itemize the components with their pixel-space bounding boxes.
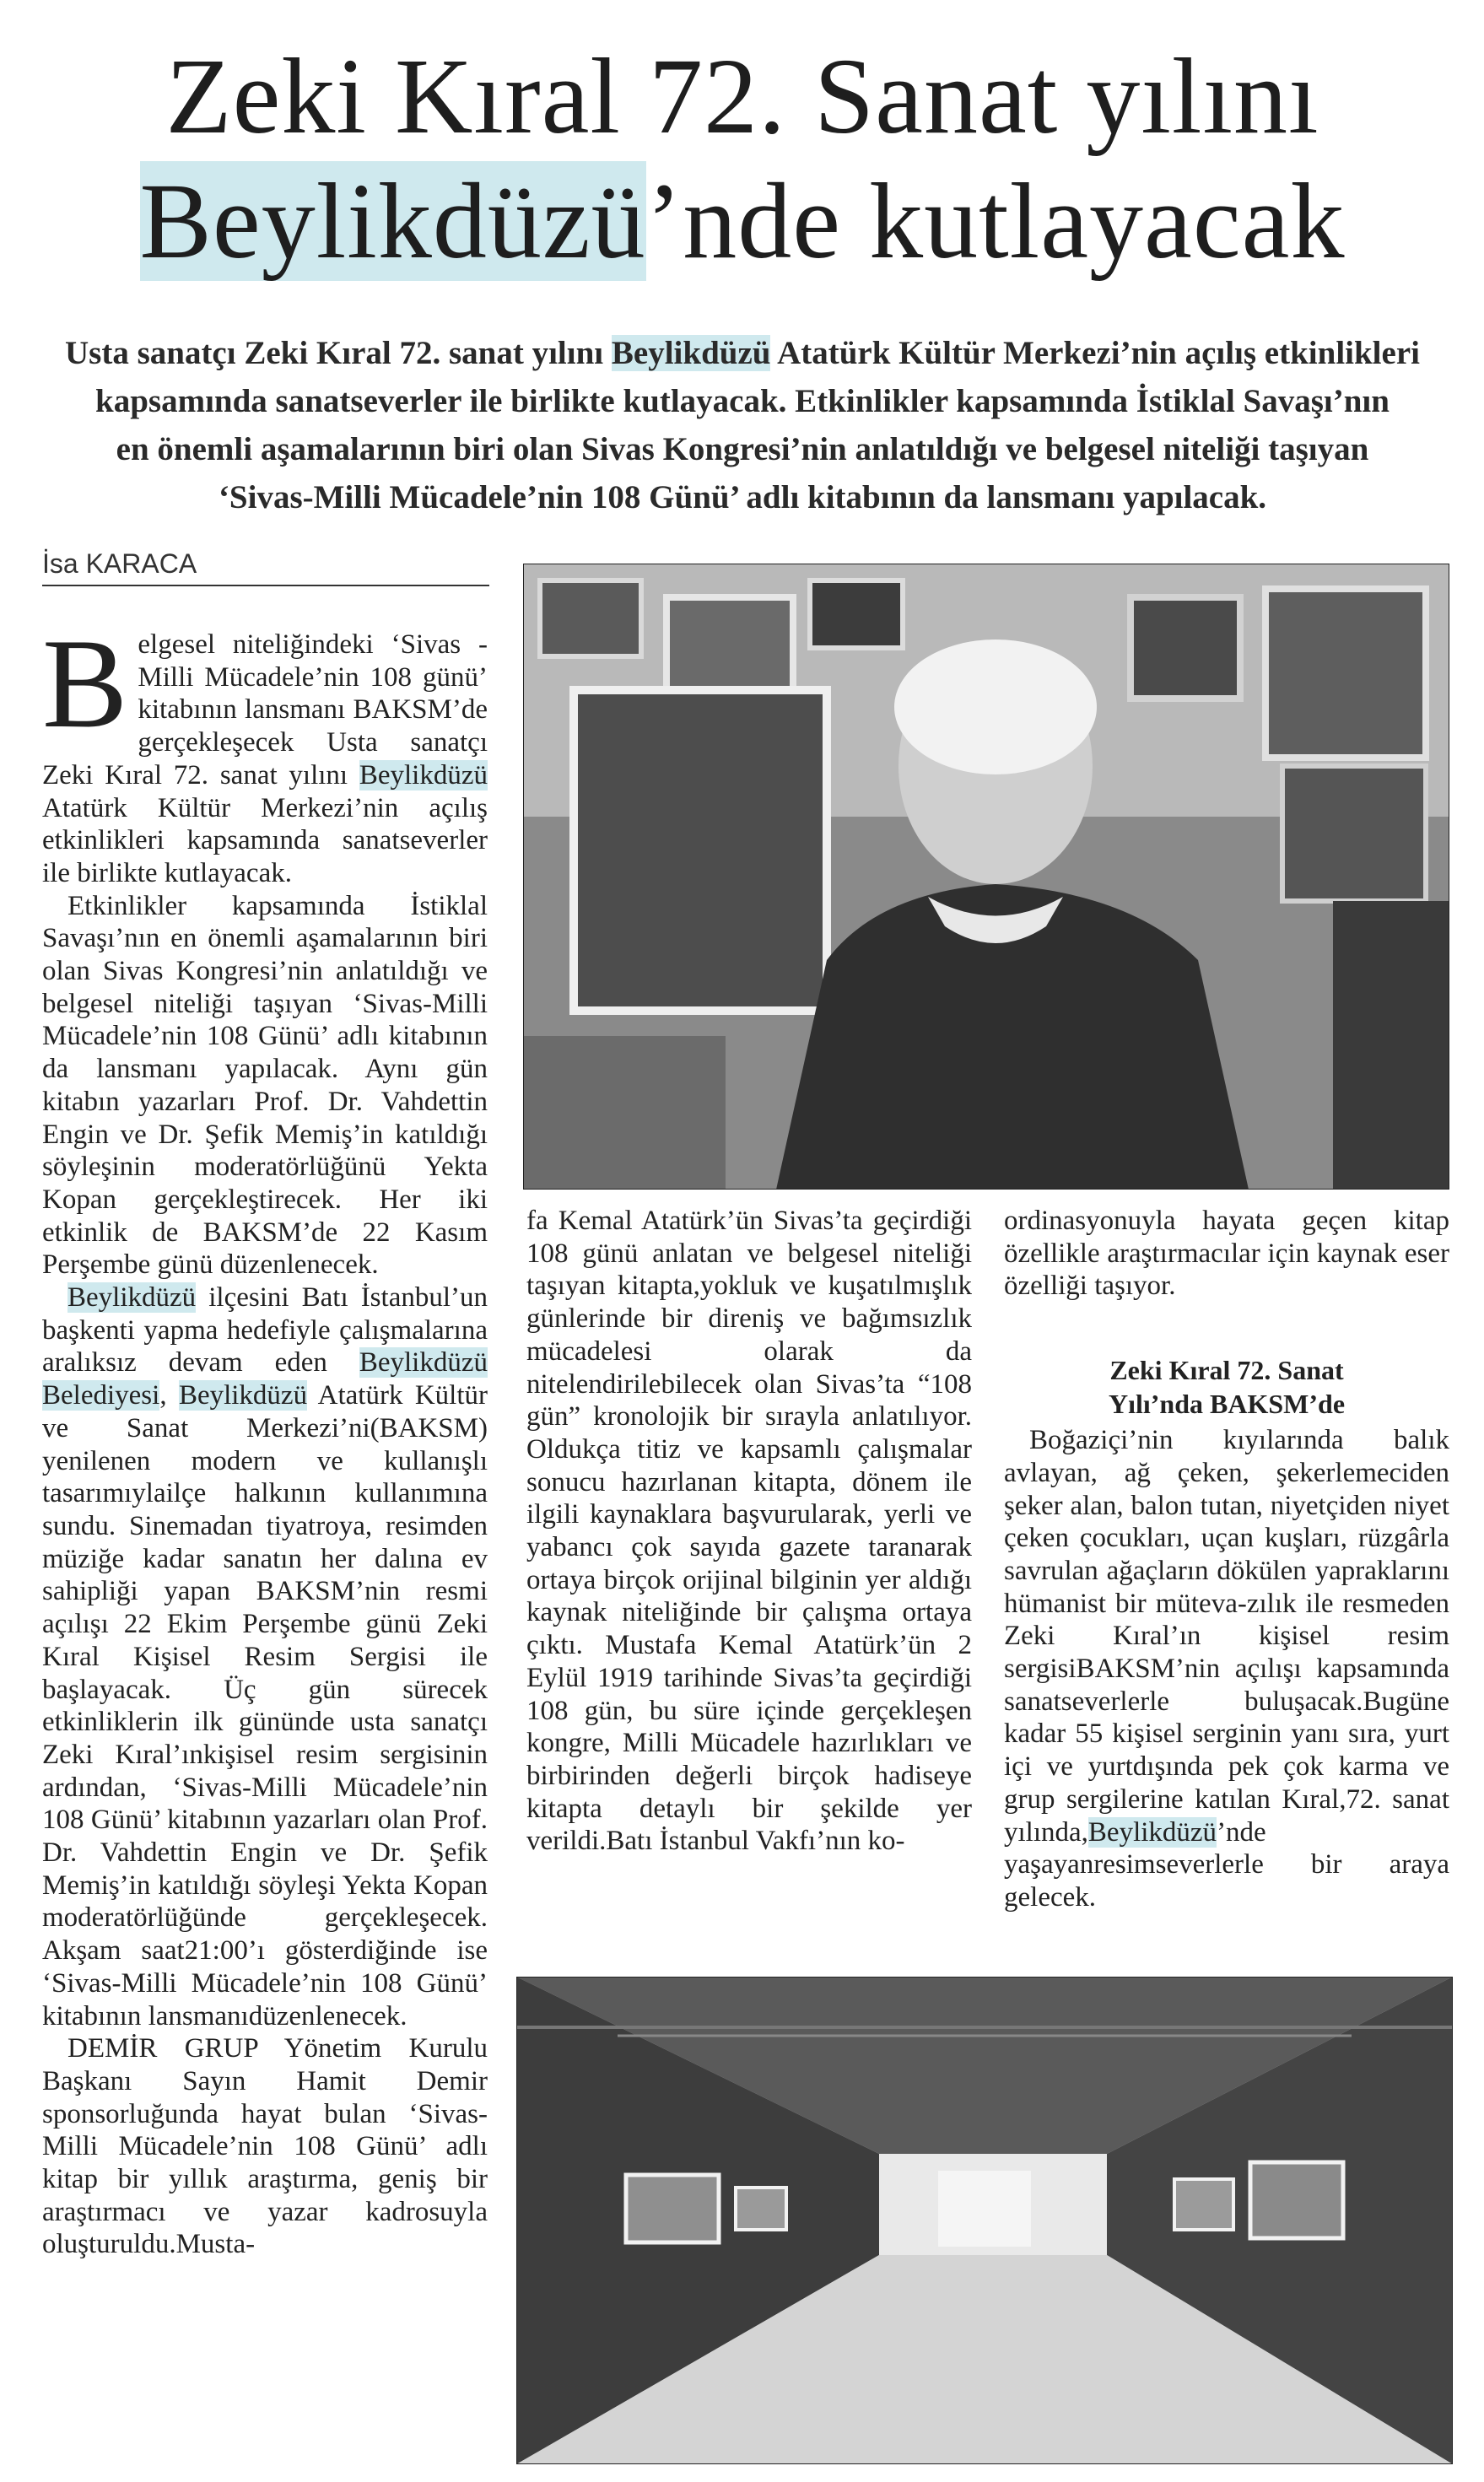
lede-l1a: Usta sanatçı Zeki Kıral 72. sanat yılını [65,335,612,371]
col3-paragraph-2 [1004,1424,1449,1914]
col3-p2b: ’nde yaşayanresimseverlerle bir araya gelecek. [1004,1816,1449,1913]
p3-highlight-1: Beylikdüzü [67,1282,197,1314]
paragraph-3 [42,1281,488,2032]
lede-l1b: Atatürk Kültür Merkezi’nin açılış etkinlikleri [770,335,1420,371]
drop-cap: B [42,612,128,754]
headline-line-2-rest: ’nde kutlayacak [645,161,1346,281]
p3b: , [159,1380,179,1411]
gallery-photo [516,1977,1453,2464]
p3-highlight-3: Beylikdüzü [178,1380,308,1411]
p3c: Atatürk Kültür ve Sanat Merkezi’ni(BAKSM) yenilenen modern ve kullanışlı tasarımıylailçe halkının kullanımına sundu. Sinemadan tiyatroya, resimden müziğe kadar sanatın her dalına ev sahipliği yapan BAKSM’nin resmi açılışı 22 Ekim Perşembe günü Zeki Kıral Kişisel Resim Sergisi ile başlayacak. Üç gün sürecek etkinliklerin ilk gününde usta sanatçı Zeki Kıral’ınkişisel resim sergisinin ardından, ‘Sivas-Milli Mücadele’nin 108 Günü’ kitabının yazarları olan Prof. Dr. Vahdettin Engin ve Dr. Şefik Memiş’in katıldığı söyleşi Yekta Kopan moderatörlüğünde gerçekleşecek. Akşam saat21:00’ı gösterdiğinde ise ‘Sivas-Milli Mücadele’nin 108 Günü’ kitabının lansmanıdüzenlenecek. [42,1380,488,2031]
lede-line-3: en önemli aşamalarının biri olan Sivas Kongresi’nin anlatıldığı ve belgesel niteliği taşıyan [116,431,1369,467]
paragraph-2: Etkinlikler kapsamında İstiklal Savaşı’nın en önemli aşamalarının biri olan Sivas Kongresi’nin anlatıldığı ve belgesel niteliği taşıyan ‘Sivas-Milli Mücadele’nin 108 Günü’ adlı kitabının da lansmanı yapılacak. Aynı gün kitabın yazarları Prof. Dr. Vahdettin Engin ve Dr. Şefik Memiş’in katıldığı söyleşinin moderatörlüğünü Yekta Kopan gerçekleştirecek. Her iki etkinlik de BAKSM’de 22 Kasım Perşembe günü düzenlenecek. [42,890,488,1281]
lede [51,329,1434,521]
p3a: ilçesini Batı İstanbul’un başkenti yapma hedefiyle çalışmalarına aralıksız devam eden [42,1282,488,1379]
p1-highlight: Beylikdüzü [359,759,488,790]
headline [34,34,1451,283]
headline-line-1: Zeki Kıral 72. Sanat yılını [165,36,1319,156]
subheading-line-2: Yılı’nda BAKSM’de [1108,1389,1346,1420]
col3-highlight: Beylikdüzü [1087,1816,1217,1848]
lede-line-1 [51,329,1434,377]
byline: İsa KARACA [42,548,489,586]
subheading-line-1: Zeki Kıral 72. Sanat [1109,1355,1344,1386]
col3-paragraph-1: ordinasyonuyla hayata geçen kitap özellikle araştırmacılar için kaynak eser özelliği taşıyor. [1004,1206,1449,1302]
subheading [1004,1353,1449,1421]
gallery-photo-graphic [516,1977,1453,2464]
paragraph-1 [42,612,488,890]
p1-text: elgesel niteliğindeki ‘Sivas - Milli Mücadele’nin 108 günü’ kitabının lansmanı BAKSM’de gerçekleşecek Usta sanatçı Zeki Kıral 72. sanat yılını [42,629,488,790]
article-column-2 [526,1205,972,1858]
article-column-3 [1004,1205,1449,1914]
col3-p2a: Boğaziçi’nin kıyılarında balık avlayan, ağ çeken, şekerlemeciden şeker alan, balon tutan, niyetçiden niyet çeken çocukları, uçan kuşları, rüzgârla savrulan ağaçların dökülen yapraklarını hümanist bir müteva-zılık ile resmeden Zeki Kıral’ın kişisel resim sergisiBAKSM’nin açılışı kapsamında sanatseverlerle buluşacak.Bugüne kadar 55 kişisel serginin yanı sıra, yurt içi ve yurtdışında pek çok karma ve grup sergilerine katılan Kıral,72. sanat yılında, [1004,1425,1449,1848]
article-column-1 [42,612,488,2261]
headline-highlight: Beylikdüzü [139,161,646,281]
headline-line-2 [34,159,1451,283]
lede-line-4: ‘Sivas-Milli Mücadele’nin 108 Günü’ adlı kitabının da lansmanı yapılacak. [218,479,1267,515]
portrait-photo [523,564,1449,1190]
lede-highlight: Beylikdüzü [611,335,771,371]
portrait-photo-graphic [523,564,1449,1190]
lede-line-2: kapsamında sanatseverler ile birlikte kutlayacak. Etkinlikler kapsamında İstiklal Savaşı’nın [95,383,1390,419]
col2-paragraph: fa Kemal Atatürk’ün Sivas’ta geçirdiği 108 günü anlatan ve belgesel niteliği taşıyan kitapta,yokluk ve kuşatılmışlık günlerinde bir direniş ve bağımsızlık mücadelesi olarak da nitelendirilebilecek olan Sivas’ta “108 gün” kronolojik bir sırayla anlatılıyor. Oldukça titiz ve kapsamlı çalışmalar sonucu hazırlanan kitapta, dönem ile ilgili kaynaklara başvurularak, yerli ve yabancı çok sayıda gazete taranarak ortaya birçok orijinal bilginin yer aldığı kaynak niteliğinde bir çalışma ortaya çıktı. Mustafa Kemal Atatürk’ün 2 Eylül 1919 tarihinde Sivas’ta geçirdiği 108 gün, bu süre içinde gerçekleşen kongre, Milli Mücadele hazırlıkları ve birbirinden değerli birçok hadiseye kitapta detaylı bir şekilde yer verildi.Batı İstanbul Vakfı’nın ko- [526,1206,972,1857]
p1-rest: Atatürk Kültür Merkezi’nin açılış etkinlikleri kapsamında sanatseverler ile birlikte kutlayacak. [42,792,488,888]
p3-highlight-2: Beylikdüzü Belediyesi [42,1347,488,1411]
paragraph-4: DEMİR GRUP Yönetim Kurulu Başkanı Sayın Hamit Demir sponsorluğunda hayat bulan ‘Sivas-Milli Mücadele’nin 108 Günü’ adlı kitap bir yıllık araştırma, geniş bir araştırmacı ve yazar kadrosuyla oluşturuldu.Musta- [42,2033,488,2260]
